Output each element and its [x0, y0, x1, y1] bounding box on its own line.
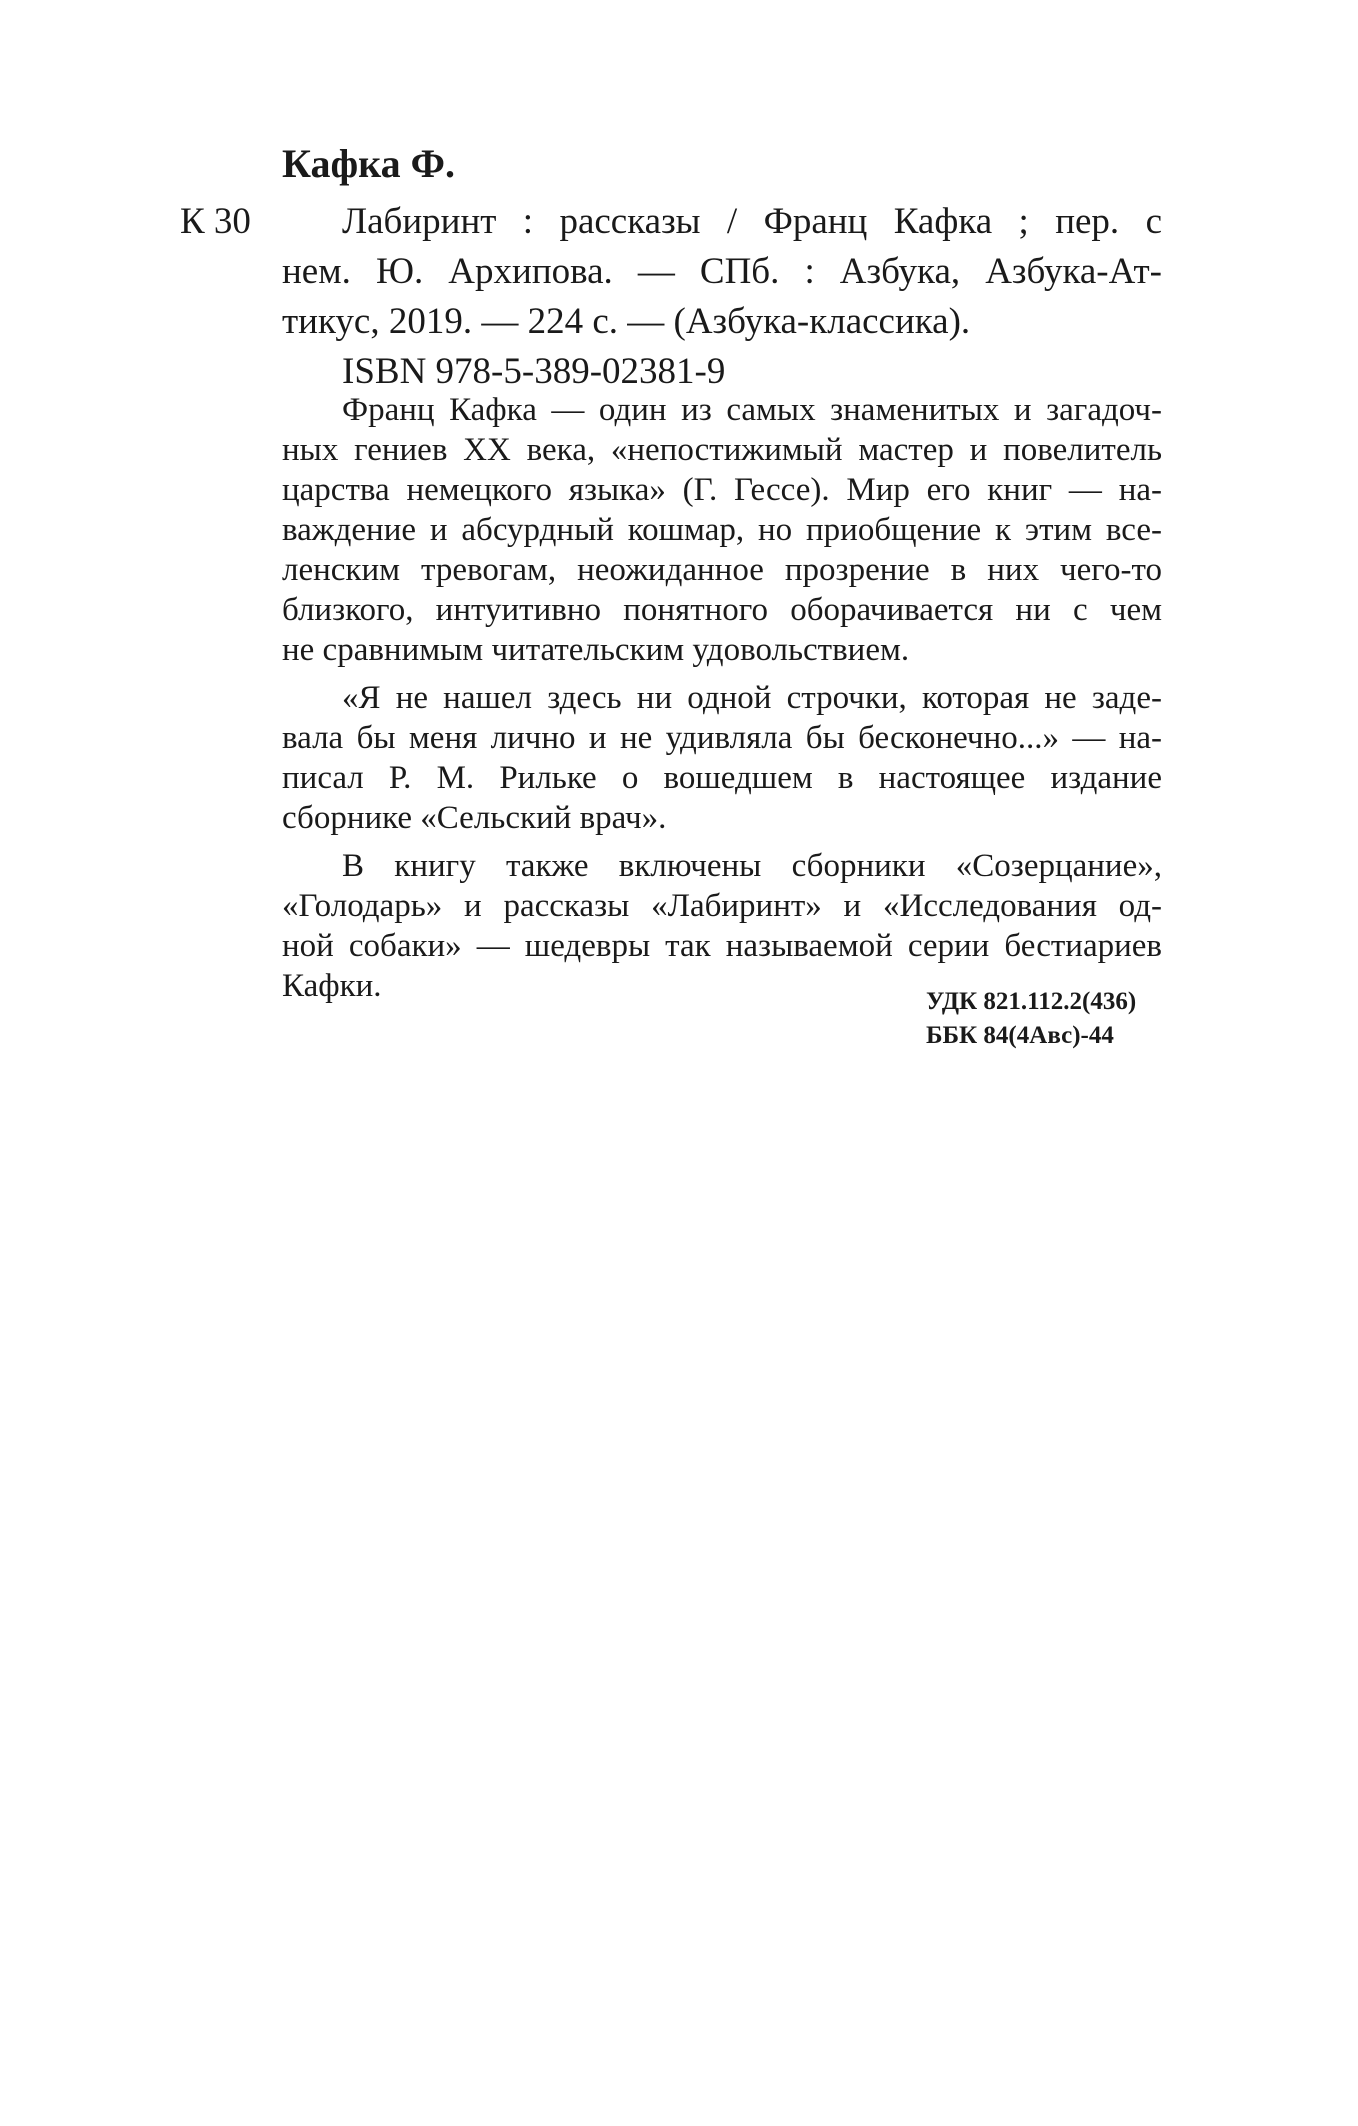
annotation-line: Кафки. — [282, 968, 382, 1004]
annotation-line: «Голодарь» и рассказы «Лабиринт» и «Исследования од- — [282, 888, 1162, 924]
annotation-line: ной собаки» — шедевры так называемой серии бестиариев — [282, 928, 1162, 964]
bibliographic-line: тикус, 2019. — 224 с. — (Азбука-классика). — [282, 301, 971, 342]
annotation-line: сборнике «Сельский врач». — [282, 800, 667, 836]
annotation-line: Франц Кафка — один из самых знаменитых и загадоч- — [342, 392, 1162, 428]
isbn: ISBN 978-5-389-02381-9 — [342, 351, 726, 392]
bibliographic-line: Лабиринт : рассказы / Франц Кафка ; пер. с — [342, 201, 1162, 242]
bbk-code: ББК 84(4Авс)-44 — [926, 1022, 1114, 1049]
shelf-mark: К 30 — [180, 201, 251, 242]
author-heading: Кафка Ф. — [282, 141, 455, 186]
annotation-line: «Я не нашел здесь ни одной строчки, которая не заде- — [342, 680, 1162, 716]
bibliographic-line: нем. Ю. Архипова. — СПб. : Азбука, Азбука-Ат- — [282, 251, 1162, 292]
annotation-line: ленским тревогам, неожиданное прозрение в них чего-то — [282, 552, 1162, 588]
annotation-line: вала бы меня лично и не удивляла бы бесконечно...» — на- — [282, 720, 1162, 756]
annotation-line: близкого, интуитивно понятного оборачивается ни с чем — [282, 592, 1162, 628]
annotation-line: царства немецкого языка» (Г. Гессе). Мир его книг — на- — [282, 472, 1162, 508]
annotation-line: важдение и абсурдный кошмар, но приобщение к этим все- — [282, 512, 1162, 548]
annotation-line: писал Р. М. Рильке о вошедшем в настоящее издание — [282, 760, 1162, 796]
annotation-line: ных гениев XX века, «непостижимый мастер и повелитель — [282, 432, 1162, 468]
annotation-line: В книгу также включены сборники «Созерцание», — [342, 848, 1162, 884]
udk-code: УДК 821.112.2(436) — [926, 988, 1137, 1015]
annotation-line: не сравнимым читательским удовольствием. — [282, 632, 910, 668]
